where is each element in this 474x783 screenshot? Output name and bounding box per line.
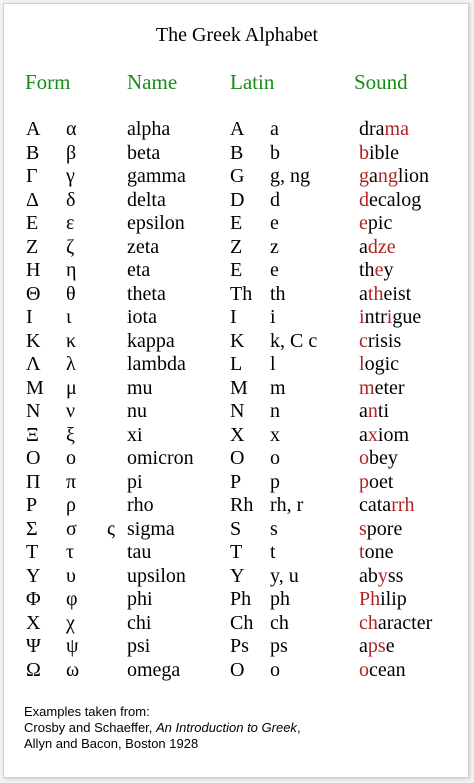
sound-text: one: [364, 541, 394, 563]
latin-uppercase: K: [230, 329, 245, 352]
sound-text: a: [359, 635, 368, 657]
sound-highlight: ng: [377, 165, 398, 187]
latin-uppercase: P: [230, 470, 242, 493]
latin-lowercase: o: [270, 447, 280, 469]
latin-uppercase: T: [230, 541, 243, 563]
sound-highlight: i: [386, 306, 393, 328]
sound-example: [359, 212, 392, 236]
sound-example: [359, 165, 429, 189]
sound-highlight: s: [359, 517, 367, 540]
sound-text: a: [359, 400, 368, 422]
greek-lowercase: ξ: [66, 423, 75, 446]
table-row: [4, 518, 470, 542]
letter-name: tau: [127, 541, 152, 563]
greek-lowercase: τ: [66, 541, 75, 563]
footer-line-1: Examples taken from:: [24, 704, 150, 719]
letter-name: omega: [127, 658, 181, 681]
sound-highlight: l: [359, 353, 365, 375]
sound-text: a: [369, 165, 378, 187]
latin-lowercase: rh, r: [270, 494, 304, 516]
latin-lowercase: y, u: [270, 564, 299, 587]
greek-uppercase: Τ: [26, 541, 39, 563]
letter-name: psi: [127, 635, 151, 657]
table-row: [4, 259, 470, 283]
latin-lowercase: x: [270, 423, 280, 446]
greek-lowercase: ρ: [66, 494, 76, 516]
sound-text: iom: [377, 423, 410, 446]
latin-uppercase: L: [230, 353, 243, 375]
header-sound: Sound: [354, 70, 408, 94]
latin-uppercase: N: [230, 400, 245, 422]
greek-uppercase: Λ: [26, 353, 41, 375]
sound-text: th: [359, 259, 375, 281]
sound-highlight: i: [359, 306, 365, 328]
sound-text: risis: [367, 329, 402, 352]
letter-name: mu: [127, 376, 153, 399]
greek-uppercase: Ι: [26, 306, 33, 328]
sound-highlight: e: [359, 212, 368, 234]
greek-uppercase: Ρ: [26, 494, 38, 516]
greek-lowercase: κ: [66, 329, 77, 352]
alphabet-table: [4, 118, 470, 682]
table-row: [4, 659, 470, 683]
header-form: Form: [25, 70, 71, 94]
sound-highlight: ch: [359, 611, 378, 634]
sound-example: [359, 612, 432, 636]
sound-text: oet: [369, 470, 394, 493]
greek-lowercase: β: [66, 141, 77, 164]
sound-example: [359, 447, 398, 471]
sound-text: eter: [374, 376, 405, 399]
letter-name: xi: [127, 423, 143, 446]
greek-lowercase: δ: [66, 188, 76, 211]
greek-uppercase: Α: [26, 118, 41, 140]
latin-lowercase: i: [270, 306, 276, 328]
sound-highlight: t: [359, 541, 365, 563]
greek-alphabet-card: [3, 3, 469, 778]
sound-text: ilip: [380, 588, 407, 610]
sound-example: [359, 494, 415, 518]
latin-uppercase: O: [230, 658, 245, 681]
greek-uppercase: Κ: [26, 329, 41, 352]
sound-example: [359, 189, 421, 213]
latin-lowercase: t: [270, 541, 276, 563]
table-row: [4, 541, 470, 565]
sound-text: bey: [369, 447, 398, 469]
sound-example: [359, 635, 395, 659]
footer-authors: Crosby and Schaeffer,: [24, 720, 157, 735]
greek-uppercase: Ζ: [26, 235, 39, 258]
latin-uppercase: S: [230, 517, 242, 540]
sound-text: ible: [369, 141, 399, 164]
letter-name: zeta: [127, 235, 160, 258]
sound-example: [359, 377, 405, 401]
greek-final-form: ς: [107, 517, 115, 540]
letter-name: chi: [127, 611, 152, 634]
sound-text: a: [359, 282, 368, 305]
latin-lowercase: l: [270, 353, 276, 375]
letter-name: nu: [127, 400, 147, 422]
header-latin: Latin: [230, 70, 275, 94]
sound-text: ti: [377, 400, 390, 422]
greek-lowercase: ζ: [66, 235, 75, 258]
sound-example: [359, 142, 399, 166]
table-row: [4, 118, 470, 142]
latin-lowercase: e: [270, 259, 279, 281]
table-row: [4, 142, 470, 166]
sound-highlight: n: [367, 400, 378, 422]
latin-lowercase: g, ng: [270, 165, 310, 187]
latin-lowercase: z: [270, 235, 279, 258]
sound-highlight: c: [359, 329, 368, 352]
greek-uppercase: Ξ: [26, 423, 39, 446]
table-row: [4, 400, 470, 424]
greek-uppercase: Β: [26, 141, 40, 164]
latin-uppercase: O: [230, 447, 245, 469]
greek-uppercase: Ω: [26, 658, 41, 681]
sound-example: [359, 518, 402, 542]
sound-highlight: d: [359, 188, 369, 211]
greek-uppercase: Υ: [26, 564, 41, 587]
sound-example: [359, 236, 396, 260]
sound-example: [359, 259, 393, 283]
sound-text: eist: [383, 282, 412, 305]
latin-uppercase: Rh: [230, 494, 254, 516]
greek-lowercase: α: [66, 118, 77, 140]
letter-name: rho: [127, 494, 154, 516]
table-row: [4, 612, 470, 636]
table-row: [4, 236, 470, 260]
latin-lowercase: m: [270, 376, 286, 399]
latin-lowercase: o: [270, 658, 280, 681]
letter-name: iota: [127, 306, 157, 328]
sound-highlight: p: [359, 470, 369, 493]
greek-uppercase: Γ: [26, 165, 38, 187]
greek-uppercase: Δ: [26, 188, 39, 211]
sound-example: [359, 306, 421, 330]
sound-example: [359, 330, 401, 354]
letter-name: epsilon: [127, 212, 185, 234]
latin-uppercase: Ps: [230, 635, 249, 657]
page-title: The Greek Alphabet: [155, 24, 319, 46]
greek-uppercase: Π: [26, 470, 41, 493]
greek-lowercase: φ: [66, 588, 78, 610]
latin-uppercase: Z: [230, 235, 243, 258]
sound-example: [359, 424, 409, 448]
latin-lowercase: th: [270, 282, 286, 305]
latin-uppercase: G: [230, 165, 245, 187]
sound-text: ss: [387, 564, 404, 587]
sound-example: [359, 471, 393, 495]
latin-uppercase: X: [230, 423, 245, 446]
latin-lowercase: n: [270, 400, 280, 422]
greek-lowercase: θ: [66, 282, 76, 305]
greek-uppercase: Σ: [26, 517, 38, 540]
latin-lowercase: ps: [270, 635, 288, 657]
letter-name: eta: [127, 259, 151, 281]
table-row: [4, 588, 470, 612]
sound-highlight: x: [367, 423, 378, 446]
letter-name: sigma: [127, 517, 175, 540]
letter-name: lambda: [127, 353, 186, 375]
sound-highlight: ma: [384, 118, 409, 140]
greek-lowercase: π: [66, 470, 77, 493]
latin-uppercase: E: [230, 212, 243, 234]
table-row: [4, 189, 470, 213]
latin-lowercase: a: [270, 118, 279, 140]
greek-lowercase: μ: [66, 376, 77, 399]
sound-text: gue: [392, 306, 422, 328]
latin-uppercase: B: [230, 141, 244, 164]
greek-lowercase: σ: [66, 517, 77, 540]
sound-highlight: e: [374, 259, 384, 281]
greek-lowercase: γ: [66, 165, 75, 187]
greek-lowercase: λ: [66, 353, 76, 375]
table-row: [4, 306, 470, 330]
sound-example: [359, 565, 403, 589]
table-row: [4, 330, 470, 354]
sound-text: ecalog: [369, 188, 422, 211]
latin-uppercase: E: [230, 259, 243, 281]
sound-text: cean: [369, 658, 406, 681]
letter-name: alpha: [127, 118, 171, 140]
greek-lowercase: χ: [66, 611, 75, 634]
letter-name: upsilon: [127, 564, 186, 587]
sound-highlight: Ph: [359, 588, 381, 610]
sound-highlight: rrh: [391, 494, 415, 516]
sound-text: y: [383, 259, 394, 281]
letter-name: pi: [127, 470, 143, 493]
sound-highlight: dze: [367, 235, 396, 258]
table-row: [4, 283, 470, 307]
greek-lowercase: ω: [66, 658, 80, 681]
table-row: [4, 565, 470, 589]
sound-text: pore: [366, 517, 403, 540]
letter-name: kappa: [127, 329, 175, 352]
greek-lowercase: ο: [66, 447, 76, 469]
sound-example: [359, 283, 411, 307]
greek-lowercase: ψ: [66, 635, 79, 657]
latin-uppercase: A: [230, 118, 245, 140]
letter-name: beta: [127, 141, 161, 164]
letter-name: delta: [127, 188, 166, 211]
table-row: [4, 212, 470, 236]
latin-lowercase: e: [270, 212, 279, 234]
header-name: Name: [127, 70, 178, 94]
sound-example: [359, 659, 406, 683]
letter-name: phi: [127, 588, 153, 610]
sound-example: [359, 118, 409, 142]
sound-highlight: o: [359, 447, 369, 469]
greek-uppercase: Φ: [26, 588, 41, 610]
latin-uppercase: Y: [230, 564, 245, 587]
latin-uppercase: Th: [230, 282, 253, 305]
sound-text: a: [359, 235, 368, 258]
sound-text: a: [359, 423, 368, 446]
latin-lowercase: d: [270, 188, 280, 211]
sound-text: ntr: [364, 306, 387, 328]
sound-example: [359, 588, 407, 612]
table-row: [4, 377, 470, 401]
table-row: [4, 353, 470, 377]
table-row: [4, 424, 470, 448]
sound-text: aracter: [377, 611, 433, 634]
sound-example: [359, 353, 399, 377]
greek-uppercase: Ν: [26, 400, 41, 422]
sound-highlight: g: [359, 165, 369, 187]
sound-highlight: m: [359, 376, 375, 399]
sound-highlight: th: [367, 282, 384, 305]
greek-uppercase: Χ: [26, 611, 41, 634]
latin-lowercase: k, C c: [270, 329, 318, 352]
sound-highlight: o: [359, 658, 369, 681]
sound-text: ab: [359, 564, 378, 587]
latin-uppercase: Ch: [230, 611, 254, 634]
latin-uppercase: Ph: [230, 588, 252, 610]
sound-text: lion: [397, 165, 430, 187]
sound-text: ogic: [364, 353, 399, 375]
latin-lowercase: p: [270, 470, 280, 493]
latin-lowercase: ch: [270, 611, 289, 634]
table-row: [4, 447, 470, 471]
greek-lowercase: ε: [66, 212, 75, 234]
latin-lowercase: b: [270, 141, 280, 164]
greek-uppercase: Ε: [26, 212, 39, 234]
sound-example: [359, 541, 393, 565]
greek-uppercase: Μ: [26, 376, 44, 399]
latin-lowercase: s: [270, 517, 278, 540]
greek-lowercase: η: [66, 259, 77, 281]
footer-after-book: ,: [296, 720, 301, 735]
sound-text: e: [385, 635, 395, 657]
greek-uppercase: Θ: [26, 282, 41, 305]
letter-name: theta: [127, 282, 166, 305]
latin-lowercase: ph: [270, 588, 290, 610]
latin-uppercase: M: [230, 376, 248, 399]
footer-line-3: Allyn and Bacon, Boston 1928: [24, 736, 199, 751]
sound-text: pic: [367, 212, 393, 234]
table-row: [4, 165, 470, 189]
sound-text: cata: [359, 494, 392, 516]
letter-name: gamma: [127, 165, 186, 187]
sound-highlight: ps: [367, 635, 386, 657]
latin-uppercase: D: [230, 188, 245, 211]
latin-uppercase: I: [230, 306, 237, 328]
table-row: [4, 635, 470, 659]
greek-lowercase: ι: [66, 306, 72, 328]
greek-lowercase: υ: [66, 564, 76, 587]
sound-highlight: y: [377, 564, 388, 587]
footer-line-2: [24, 720, 301, 736]
greek-uppercase: Η: [26, 259, 41, 281]
table-row: [4, 471, 470, 495]
footer-book-title: An Introduction to Greek: [156, 720, 297, 735]
sound-example: [359, 400, 389, 424]
letter-name: omicron: [127, 447, 194, 469]
sound-text: dra: [359, 118, 385, 140]
sound-highlight: b: [359, 141, 369, 164]
greek-lowercase: ν: [66, 400, 76, 422]
footer-citation: [24, 704, 301, 752]
table-row: [4, 494, 470, 518]
greek-uppercase: Ψ: [26, 635, 41, 657]
greek-uppercase: Ο: [26, 447, 41, 469]
